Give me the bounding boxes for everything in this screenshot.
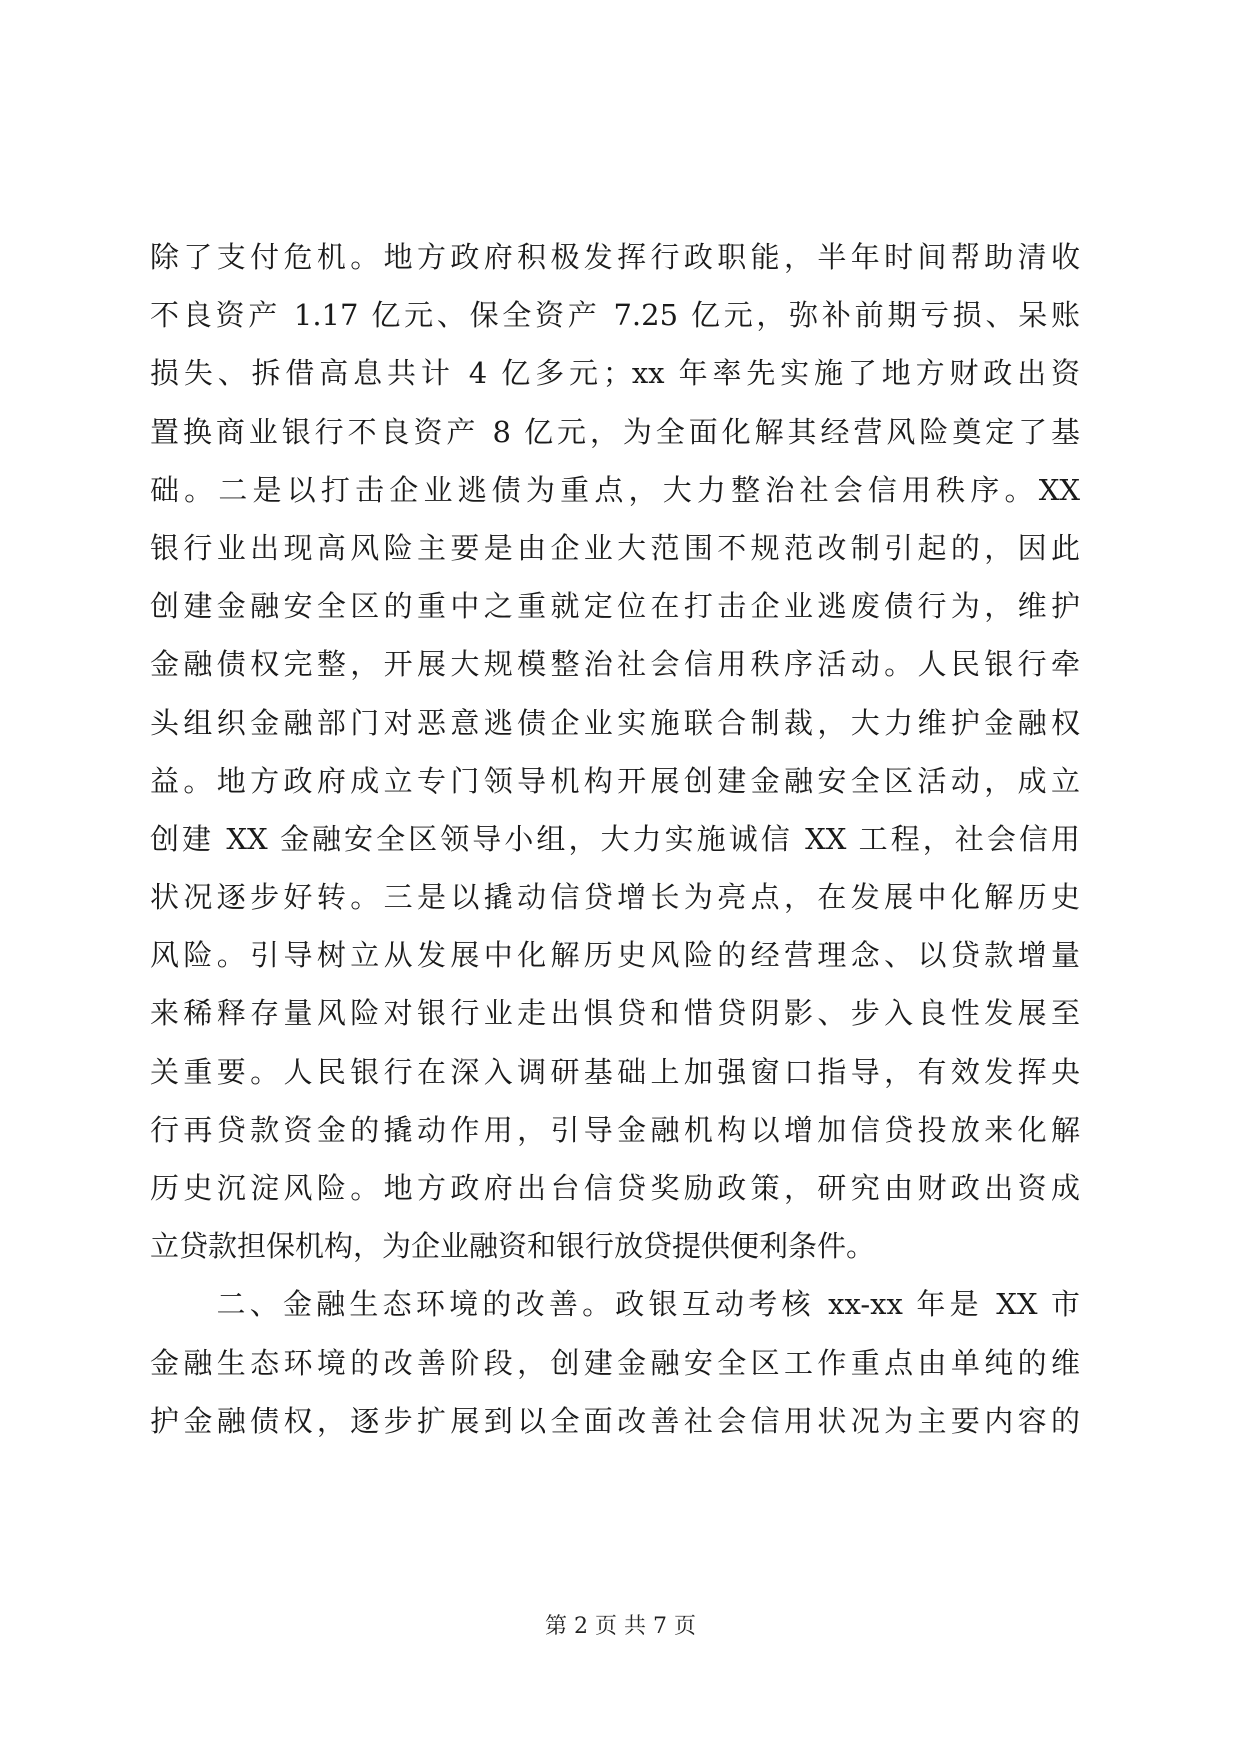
text-line: 金融生态环境的改善阶段，创建金融安全区工作重点由单纯的维 (150, 1345, 1080, 1380)
text-line: 损失、拆借高息共计 4 亿多元；xx 年率先实施了地方财政出资 (150, 356, 1080, 391)
text-line: 银行业出现高风险主要是由企业大范围不规范改制引起的，因此 (150, 530, 1080, 565)
document-body (150, 228, 1080, 1450)
section-heading-line: 二、金融生态环境的改善。政银互动考核 xx-xx 年是 XX 市 (150, 1287, 1080, 1322)
text-line: 益。地方政府成立专门领导机构开展创建金融安全区活动，成立 (150, 763, 1080, 798)
text-line: 不良资产 1.17 亿元、保全资产 7.25 亿元，弥补前期亏损、呆账 (150, 298, 1080, 333)
text-line: 历史沉淀风险。地方政府出台信贷奖励政策，研究由财政出资成 (150, 1171, 1080, 1205)
text-line: 础。二是以打击企业逃债为重点，大力整治社会信用秩序。XX (150, 472, 1080, 507)
page-number-footer: 第 2 页 共 7 页 (545, 1614, 696, 1639)
text-line: 金融债权完整，开展大规模整治社会信用秩序活动。人民银行牵 (150, 647, 1080, 682)
text-line: 关重要。人民银行在深入调研基础上加强窗口指导，有效发挥央 (150, 1054, 1080, 1089)
text-line: 除了支付危机。地方政府积极发挥行政职能，半年时间帮助清收 (150, 240, 1080, 274)
text-line: 创建 XX 金融安全区领导小组，大力实施诚信 XX 工程，社会信用 (150, 821, 1080, 856)
paragraph-end-line: 立贷款担保机构，为企业融资和银行放贷提供便利条件。 (150, 1229, 876, 1264)
text-line: 护金融债权，逐步扩展到以全面改善社会信用状况为主要内容的 (150, 1403, 1080, 1438)
text-line: 状况逐步好转。三是以撬动信贷增长为亮点，在发展中化解历史 (150, 880, 1080, 915)
text-line: 头组织金融部门对恶意逃债企业实施联合制裁，大力维护金融权 (150, 705, 1080, 740)
text-line: 行再贷款资金的撬动作用，引导金融机构以增加信贷投放来化解 (150, 1112, 1080, 1147)
text-line: 置换商业银行不良资产 8 亿元，为全面化解其经营风险奠定了基 (150, 414, 1080, 449)
text-line: 创建金融安全区的重中之重就定位在打击企业逃废债行为，维护 (150, 589, 1080, 624)
text-line: 来稀释存量风险对银行业走出惧贷和惜贷阴影、步入良性发展至 (150, 996, 1080, 1031)
text-line: 风险。引导树立从发展中化解历史风险的经营理念、以贷款增量 (150, 938, 1080, 973)
